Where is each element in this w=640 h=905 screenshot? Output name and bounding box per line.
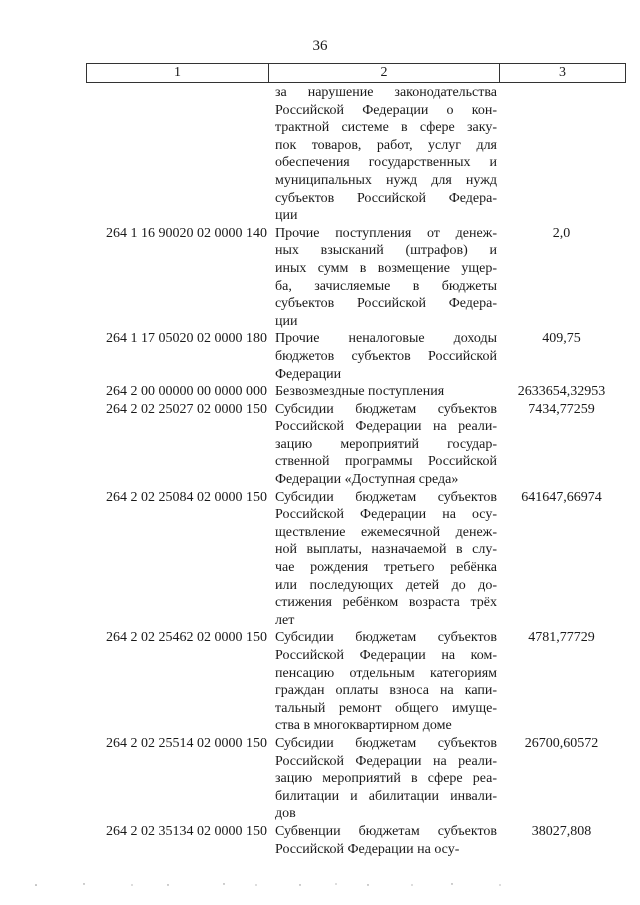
description-line: Федерации bbox=[275, 366, 342, 382]
description-line: пенсацию отдельным категориям bbox=[275, 665, 497, 681]
description-line: Субсидии бюджетам субъектов bbox=[275, 735, 497, 751]
table-row bbox=[86, 735, 626, 823]
description-line: Российской Федерации на осу- bbox=[275, 841, 460, 857]
description-line: Российской Федерации на реали- bbox=[275, 419, 497, 435]
table-row bbox=[86, 401, 626, 489]
description-line: ных взысканий (штрафов) и bbox=[275, 243, 497, 259]
amount-value bbox=[497, 84, 626, 225]
budget-code: 264 2 02 25462 02 0000 150 bbox=[106, 630, 267, 646]
description-line: ции bbox=[275, 313, 298, 329]
income-description bbox=[273, 330, 497, 383]
header-col-1: 1 bbox=[87, 64, 269, 82]
table-row bbox=[86, 489, 626, 630]
budget-code: 264 1 17 05020 02 0000 180 bbox=[106, 331, 267, 347]
amount-value: 2633654,32953 bbox=[517, 384, 606, 400]
income-description bbox=[273, 225, 497, 331]
description-line: Федерации «Доступная среда» bbox=[275, 472, 459, 488]
income-description bbox=[273, 489, 497, 630]
amount-value: 7434,77259 bbox=[528, 401, 595, 417]
description-line: ществление ежемесячной денеж- bbox=[275, 524, 497, 540]
description-line: тальный ремонт общего имуще- bbox=[275, 700, 497, 716]
budget-code: 264 1 16 90020 02 0000 140 bbox=[106, 225, 267, 241]
table-row bbox=[86, 225, 626, 331]
amount-value: 641647,66974 bbox=[521, 489, 602, 505]
description-line: иных сумм в возмещение ущер- bbox=[275, 260, 497, 276]
description-line: Российской Федерации на реали- bbox=[275, 753, 497, 769]
description-line: субъектов Российской Федера- bbox=[275, 296, 497, 312]
table-header bbox=[86, 63, 626, 83]
budget-code: 264 2 02 25084 02 0000 150 bbox=[106, 489, 267, 505]
budget-code: 264 2 02 35134 02 0000 150 bbox=[106, 823, 267, 839]
description-line: зацию мероприятий в сфере реа- bbox=[275, 771, 497, 787]
budget-code bbox=[86, 84, 273, 225]
description-line: за нарушение законодательства bbox=[275, 85, 497, 100]
description-line: Безвозмездные поступления bbox=[275, 384, 445, 400]
income-description bbox=[273, 823, 497, 858]
header-col-3: 3 bbox=[559, 65, 566, 80]
description-line: трактной системе в сфере заку- bbox=[275, 120, 497, 136]
description-line: чае рождения третьего ребёнка bbox=[275, 560, 497, 576]
table-body bbox=[86, 84, 626, 858]
income-description bbox=[273, 383, 497, 401]
table-row bbox=[86, 84, 626, 225]
income-description bbox=[273, 629, 497, 735]
description-line: Субсидии бюджетам субъектов bbox=[275, 489, 497, 505]
description-line: Российской Федерации на ком- bbox=[275, 648, 497, 663]
scan-noise-divider bbox=[0, 882, 640, 888]
description-line: бюджетов субъектов Российской bbox=[275, 348, 497, 364]
description-line: стижения ребёнком возраста трёх bbox=[275, 595, 497, 611]
description-line: ной выплаты, назначаемой в слу- bbox=[275, 542, 497, 558]
header-col-2: 2 bbox=[269, 64, 500, 82]
description-line: или последующих детей до до- bbox=[275, 577, 497, 593]
description-line: ции bbox=[275, 208, 298, 224]
table-row bbox=[86, 383, 626, 401]
description-line: Субсидии бюджетам субъектов bbox=[275, 630, 497, 646]
description-line: Российской Федерации о кон- bbox=[275, 102, 497, 118]
description-line: обеспечения государственных и bbox=[275, 155, 497, 171]
description-line: граждан оплаты взноса на капи- bbox=[275, 683, 497, 699]
income-description bbox=[273, 84, 497, 225]
table-row bbox=[86, 629, 626, 735]
description-line: субъектов Российской Федера- bbox=[275, 190, 497, 206]
amount-value: 4781,77729 bbox=[528, 630, 595, 646]
budget-code: 264 2 02 25514 02 0000 150 bbox=[106, 735, 267, 751]
description-line: Российской Федерации на осу- bbox=[275, 507, 497, 523]
description-line: Субсидии бюджетам субъектов bbox=[275, 401, 497, 417]
income-description bbox=[273, 735, 497, 823]
description-line: муниципальных нужд для нужд bbox=[275, 172, 497, 188]
table-row bbox=[86, 330, 626, 383]
description-line: ственной программы Российской bbox=[275, 454, 497, 470]
description-line: билитации и абилитации инвали- bbox=[275, 788, 497, 804]
description-line: Прочие неналоговые доходы bbox=[275, 331, 497, 347]
amount-value: 26700,60572 bbox=[524, 735, 599, 751]
description-line: Субвенции бюджетам субъектов bbox=[275, 823, 497, 839]
amount-value: 2,0 bbox=[552, 225, 571, 241]
description-line: пок товаров, работ, услуг для bbox=[275, 137, 497, 153]
description-line: ба, зачисляемые в бюджеты bbox=[275, 278, 497, 294]
table-row bbox=[86, 823, 626, 858]
description-line: лет bbox=[275, 612, 295, 628]
amount-value: 38027,808 bbox=[531, 823, 592, 839]
budget-code: 264 2 00 00000 00 0000 000 bbox=[106, 384, 267, 400]
budget-code: 264 2 02 25027 02 0000 150 bbox=[106, 401, 267, 417]
description-line: ства в многоквартирном доме bbox=[275, 718, 452, 734]
description-line: зацию мероприятий государ- bbox=[275, 436, 497, 452]
income-description bbox=[273, 401, 497, 489]
description-line: дов bbox=[275, 806, 296, 822]
amount-value: 409,75 bbox=[542, 331, 581, 347]
page-number: 36 bbox=[312, 38, 328, 54]
description-line: Прочие поступления от денеж- bbox=[275, 225, 497, 241]
